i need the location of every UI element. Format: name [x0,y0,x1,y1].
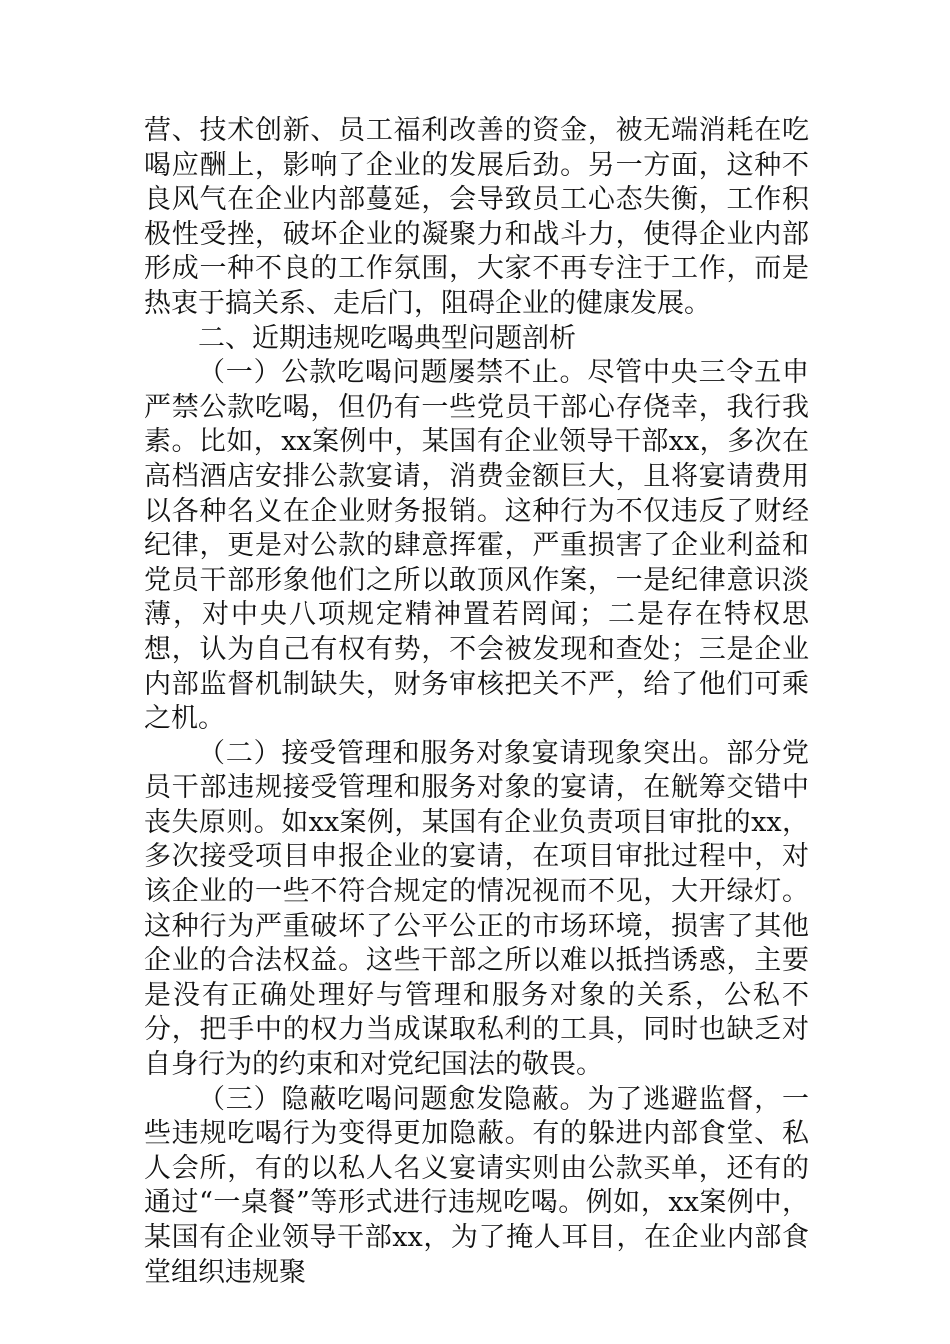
paragraph-public-funds: （一）公款吃喝问题屡禁不止。尽管中央三令五申严禁公款吃喝，但仍有一些党员干部心存侥幸，我行我素。比如，xx案例中，某国有企业领导干部xx，多次在高档酒店安排公款宴请，消费金额巨大，且将宴请费用以各种名义在企业财务报销。这种行为不仅违反了财经纪律，更是对公款的肆意挥霍，严重损害了企业利益和党员干部形象他们之所以敢顶风作案，一是纪律意识淡薄，对中央八项规定精神置若罔闻；二是存在特权思想，认为自己有权有势，不会被发现和查处；三是企业内部监督机制缺失，财务审核把关不严，给了他们可乘之机。 [144,357,809,735]
section-heading: 二、近期违规吃喝典型问题剖析 [198,322,576,354]
paragraph-hidden-dining: （三）隐蔽吃喝问题愈发隐蔽。为了逃避监督，一些违规吃喝行为变得更加隐蔽。有的躲进内部食堂、私人会所，有的以私人名义宴请实则由公款买单，还有的通过“一桌餐”等形式进行违规吃喝。例如，xx案例中，某国有企业领导干部xx，为了掩人耳目，在企业内部食堂组织违规聚 [144,1083,809,1288]
paragraph-accepting-banquets: （二）接受管理和服务对象宴请现象突出。部分党员干部违规接受管理和服务对象的宴请，在觥筹交错中丧失原则。如xx案例，某国有企业负责项目审批的xx，多次接受项目申报企业的宴请，在项目审批过程中，对该企业的一些不符合规定的情况视而不见，大开绿灯。这种行为严重破坏了公平公正的市场环境，损害了其他企业的合法权益。这些干部之所以难以抵挡诱惑，主要是没有正确处理好与管理和服务对象的关系，公私不分，把手中的权力当成谋取私利的工具，同时也缺乏对自身行为的约束和对党纪国法的敬畏。 [144,737,809,1081]
document-body [144,114,809,1290]
paragraph-continuation: 营、技术创新、员工福利改善的资金，被无端消耗在吃喝应酬上，影响了企业的发展后劲。另一方面，这种不良风气在企业内部蔓延，会导致员工心态失衡，工作积极性受挫，破坏企业的凝聚力和战斗力，使得企业内部形成一种不良的工作氛围，大家不再专注于工作，而是热衷于搞关系、走后门，阻碍企业的健康发展。 [144,115,809,319]
